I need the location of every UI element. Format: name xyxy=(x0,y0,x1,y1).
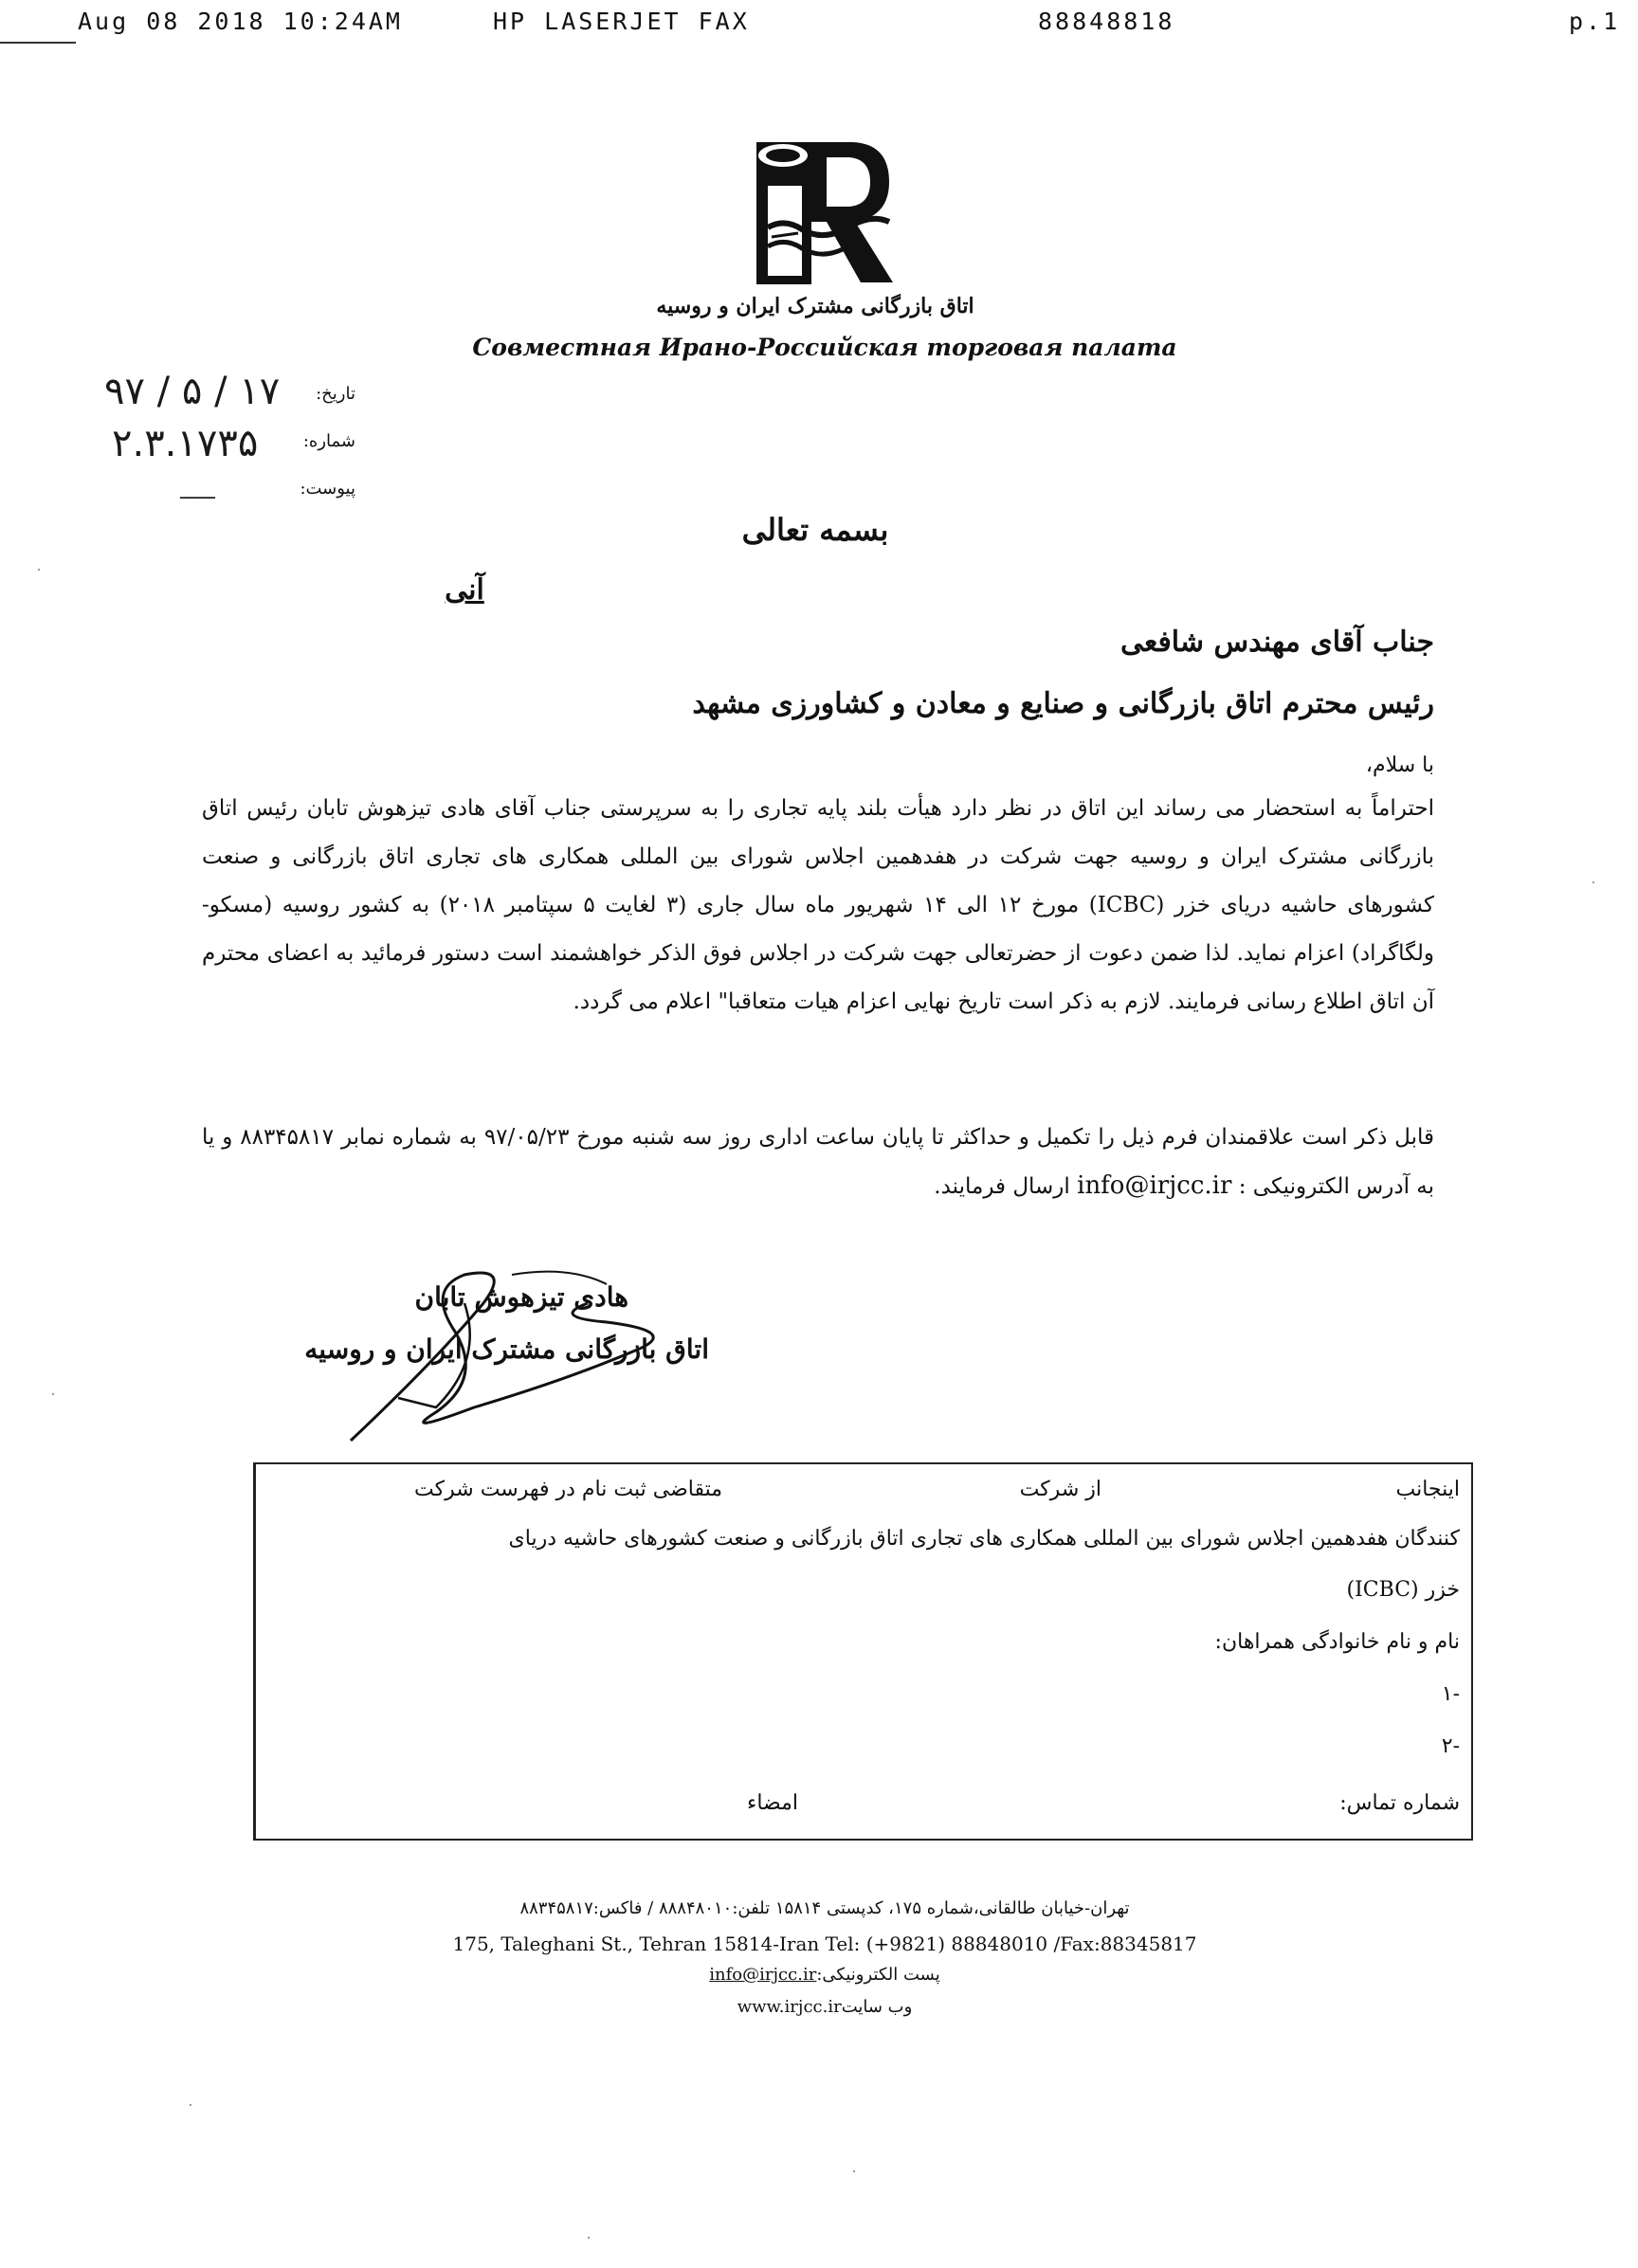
date-label: تاریخ: xyxy=(316,384,355,404)
footer-address-fa: تهران-خیابان طالقانی،شماره ۱۷۵، کدپستی ۱۵۸۱۴ تلفن:۸۸۸۴۸۰۱۰ / فاکس:۸۸۳۴۵۸۱۷ xyxy=(519,1898,1130,1918)
footer-address-en: 175, Taleghani St., Tehran 15814-Iran Tel: (+9821) 88848010 /Fax:88345817 xyxy=(452,1932,1197,1955)
footer-website-label: وب سایت xyxy=(841,1997,913,2017)
scan-speck xyxy=(853,2170,855,2172)
footer-email-label: پست الکترونیکی: xyxy=(816,1965,940,1985)
body-paragraph-1: احتراماً به استحضار می رساند این اتاق در نظر دارد هیأت بلند پایه تجاری را به سرپرستی جناب آقای هادی تیزهوش تابان رئیس اتاق بازرگانی مشترک ایران و روسیه جهت شرکت در هفدهمین اجلاس شورای بین المللی همکاری های تجاری اتاق بازرگانی و صنعت کشورهای حاشیه دریای خزر (ICBC) مورخ ۱۲ الی ۱۴ شهریور ماه سال جاری (۳ لغایت ۵ سپتامبر ۲۰۱۸) به کشور روسیه (مسکو-ولگاگراد) اعزام نماید. لذا ضمن دعوت از حضرتعالی جهت شرکت در اجلاس فوق الذکر خواهشمند است دستور فرمائید به اعضای محترم آن اتاق اطلاع رسانی فرمایند. لازم به ذکر است تاریخ نهایی اعزام هیات متعاقبا" اعلام می گردد. xyxy=(202,796,1434,1014)
body-paragraph-2-text: قابل ذکر است علاقمندان فرم ذیل را تکمیل و حداکثر تا پایان ساعت اداری روز سه شنبه مورخ ۹۷/۰۵/۲۳ به شماره نمابر ۸۸۳۴۵۸۱۷ و یا به آدرس الکترونیکی : xyxy=(202,1125,1435,1199)
fax-header xyxy=(0,8,1638,40)
form-company-label: از شرکت xyxy=(1019,1478,1101,1501)
fax-rule xyxy=(0,42,76,44)
footer-website xyxy=(398,1997,1251,2017)
body-paragraph-2 xyxy=(202,1114,1434,1211)
attachment-value: ـــــــ xyxy=(180,483,215,503)
footer-website-link[interactable]: www.irjcc.ir xyxy=(737,1997,842,2017)
form-event-line-2: خزر (ICBC) xyxy=(1346,1578,1460,1602)
urgency-mark: آنی xyxy=(445,573,484,607)
fax-device: HP LASERJET FAX xyxy=(493,8,750,35)
scan-speck xyxy=(1592,881,1594,883)
registration-form xyxy=(253,1462,1473,1841)
org-name-ru: Совместная Ирано-Российская торговая палата xyxy=(472,334,1177,361)
form-phone-label: شماره تماس: xyxy=(1339,1791,1460,1815)
chamber-logo xyxy=(739,123,901,289)
body-email: info@irjcc.ir xyxy=(1077,1171,1232,1200)
body-paragraph-2-end: ارسال فرمایند. xyxy=(934,1174,1078,1199)
greeting: با سلام، xyxy=(1365,753,1434,777)
footer-email-link[interactable]: info@irjcc.ir xyxy=(709,1965,817,1985)
recipient-line1: جناب آقای مهندس شافعی xyxy=(1119,626,1434,659)
form-registration-label: متقاضی ثبت نام در فهرست شرکت xyxy=(414,1478,722,1501)
number-value: ۲.۳.۱۷۳۵ xyxy=(112,422,259,465)
footer-email xyxy=(398,1965,1251,1985)
scan-speck xyxy=(190,2104,191,2106)
form-event-line: کنندگان هفدهمین اجلاس شورای بین المللی همکاری های تجاری اتاق بازرگانی و صنعت کشورهای حاشیه دریای xyxy=(508,1527,1460,1551)
form-companion-2: -۲ xyxy=(1441,1734,1460,1758)
form-companion-1: -۱ xyxy=(1441,1682,1460,1706)
org-name-fa: اتاق بازرگانی مشترک ایران و روسیه xyxy=(656,294,974,318)
signatory-org: اتاق بازرگانی مشترک ایران و روسیه xyxy=(304,1334,709,1365)
date-value: ۹۷ / ۵ / ۱۷ xyxy=(104,370,281,413)
scan-speck xyxy=(38,569,40,571)
scan-speck xyxy=(588,2237,590,2239)
signatory-name: هادی تیزهوش تابان xyxy=(414,1281,628,1313)
form-applicant-label: اینجانب xyxy=(1395,1478,1460,1501)
chamber-logo-mark xyxy=(739,123,901,289)
number-label: شماره: xyxy=(302,431,355,451)
form-companions-label: نام و نام خانوادگی همراهان: xyxy=(1214,1630,1460,1654)
recipient-line2: رئیس محترم اتاق بازرگانی و صنایع و معادن و کشاورزی مشهد xyxy=(692,687,1434,720)
form-signature-label: امضاء xyxy=(746,1791,798,1815)
fax-number: 88848818 xyxy=(1038,8,1175,35)
scan-speck xyxy=(52,1393,54,1395)
fax-page: p.1 xyxy=(1569,8,1621,35)
attachment-label: پیوست: xyxy=(300,479,355,499)
fax-timestamp: Aug 08 2018 10:24AM xyxy=(78,8,403,35)
basmala: بسمه تعالی xyxy=(741,512,889,548)
